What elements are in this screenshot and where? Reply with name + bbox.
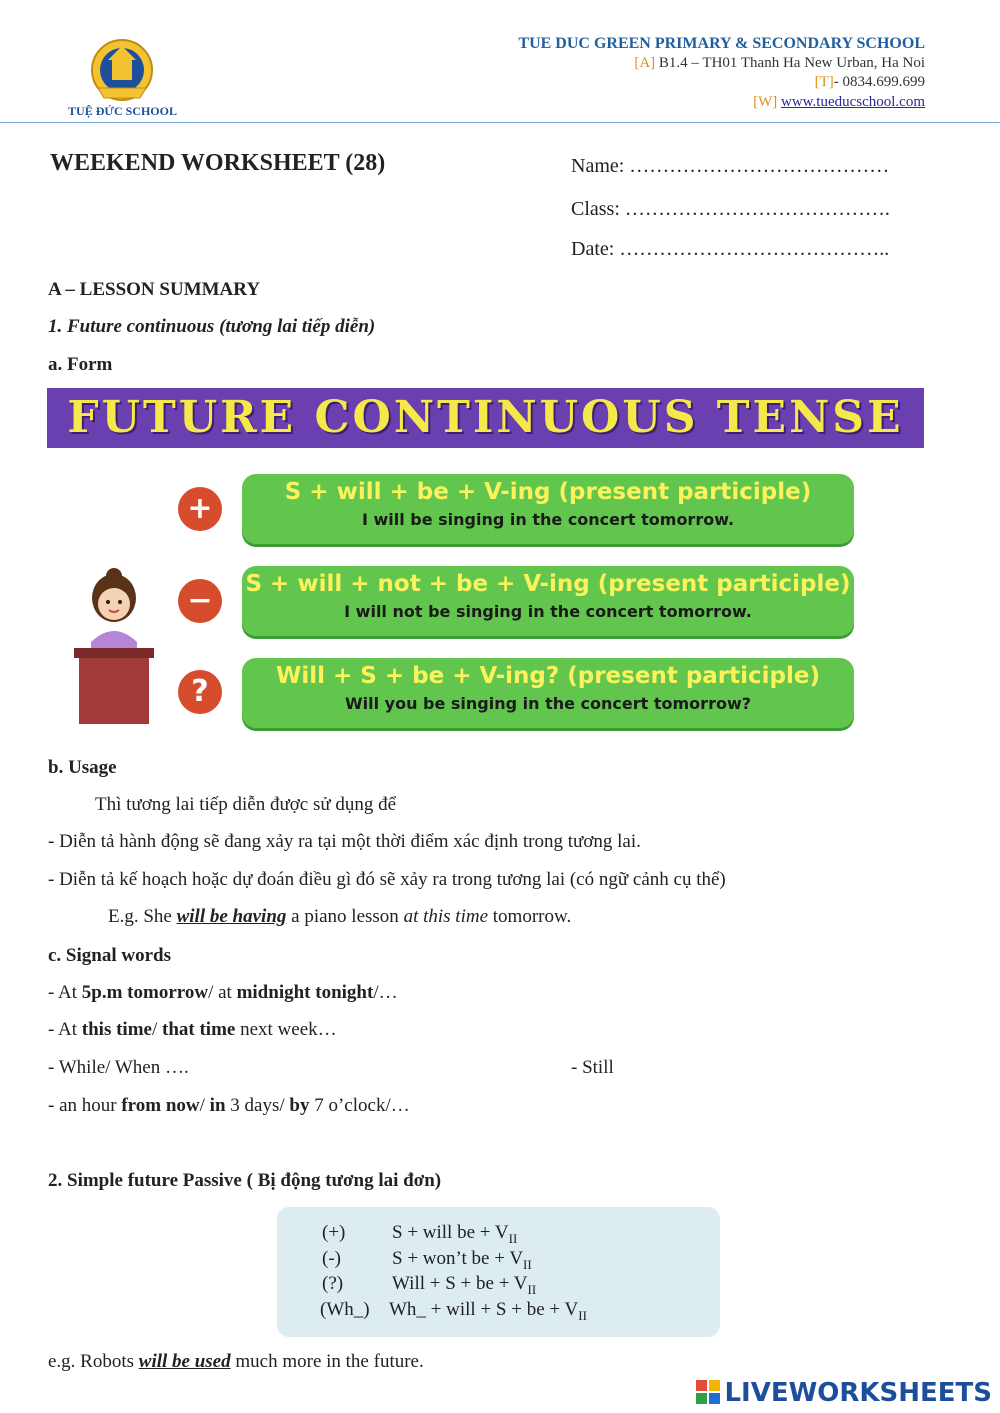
passive-example-verb: will be used bbox=[138, 1351, 231, 1372]
usage-point-2: - Diễn tả kế hoạch hoặc dự đoán điều gì đó sẽ xảy ra trong tương lai (có ngữ cảnh cụ thể) bbox=[48, 869, 726, 890]
passive-formula-text: S + won’t be + V bbox=[392, 1248, 524, 1269]
signal-text: 3 days/ bbox=[225, 1095, 290, 1116]
negative-example: I will not be singing in the concert tomorrow. bbox=[344, 602, 752, 621]
passive-subscript: II bbox=[508, 1230, 518, 1246]
passive-example-suffix: much more in the future. bbox=[230, 1351, 424, 1372]
header-divider bbox=[0, 122, 1000, 123]
positive-sign-icon: + bbox=[178, 487, 222, 531]
signal-text: 7 o’clock/… bbox=[309, 1095, 410, 1116]
topic-2-heading: 2. Simple future Passive ( Bị động tương lai đơn) bbox=[48, 1170, 442, 1191]
school-header bbox=[518, 34, 925, 112]
form-heading: a. Form bbox=[48, 354, 113, 375]
school-phone: - 0834.699.699 bbox=[833, 74, 925, 90]
signal-text: / bbox=[151, 1019, 162, 1040]
address-label: [A] bbox=[634, 54, 656, 71]
signal-text: next week… bbox=[235, 1019, 337, 1040]
signal-text: / at bbox=[208, 982, 237, 1003]
phone-label: [T] bbox=[814, 74, 834, 90]
example-mid: a piano lesson bbox=[286, 906, 404, 927]
topic-1-heading: 1. Future continuous (tương lai tiếp diễn) bbox=[48, 316, 376, 337]
passive-sign: (-) bbox=[322, 1248, 341, 1269]
usage-point-1: - Diễn tả hành động sẽ đang xảy ra tại một thời điểm xác định trong tương lai. bbox=[48, 831, 641, 852]
example-suffix: tomorrow. bbox=[488, 906, 572, 927]
future-continuous-infographic bbox=[47, 388, 924, 740]
signal-keyword: by bbox=[289, 1095, 310, 1116]
passive-formula-text: Will + S + be + V bbox=[392, 1273, 528, 1294]
teacher-illustration-icon bbox=[69, 568, 159, 728]
school-address: B1.4 – TH01 Thanh Ha New Urban, Ha Noi bbox=[658, 54, 925, 71]
passive-formula bbox=[389, 1299, 587, 1324]
school-logo bbox=[60, 36, 185, 126]
web-label: [W] bbox=[753, 93, 778, 110]
signal-line-2 bbox=[48, 1019, 337, 1041]
positive-form-card bbox=[242, 474, 854, 544]
signal-keyword: in bbox=[209, 1095, 226, 1116]
infographic-banner bbox=[47, 388, 924, 448]
passive-example-prefix: e.g. Robots bbox=[48, 1351, 139, 1372]
example-verb: will be having bbox=[176, 906, 287, 927]
liveworksheets-icon bbox=[696, 1380, 720, 1404]
passive-sign: (Wh_) bbox=[320, 1299, 370, 1320]
name-field[interactable]: Name: ………………………………… bbox=[571, 155, 890, 177]
passive-formula bbox=[392, 1222, 517, 1247]
date-field[interactable]: Date: ………………………………….. bbox=[571, 238, 890, 260]
usage-heading: b. Usage bbox=[48, 757, 117, 778]
liveworksheets-logo[interactable] bbox=[696, 1378, 992, 1408]
positive-example: I will be singing in the concert tomorrow. bbox=[361, 510, 735, 529]
signal-text: / bbox=[199, 1095, 210, 1116]
signal-keyword: 5p.m tomorrow bbox=[81, 982, 209, 1003]
signal-line-3: - While/ When …. bbox=[48, 1057, 189, 1078]
school-name: TUE DUC GREEN PRIMARY & SECONDARY SCHOOL bbox=[518, 35, 925, 52]
class-field[interactable]: Class: …………………………………. bbox=[571, 198, 890, 220]
banner-title: FUTURE CONTINUOUS TENSE bbox=[67, 392, 904, 443]
signal-text: - At bbox=[48, 1019, 82, 1040]
negative-formula: S + will + not + be + V-ing (present participle) bbox=[245, 571, 851, 597]
worksheet-title: WEEKEND WORKSHEET (28) bbox=[50, 150, 386, 176]
passive-formula-text: Wh_ + will + S + be + V bbox=[389, 1299, 579, 1320]
signal-keyword: from now bbox=[121, 1095, 200, 1116]
passive-formula bbox=[392, 1248, 532, 1273]
example-prefix: E.g. She bbox=[108, 906, 177, 927]
negative-form-card bbox=[242, 566, 854, 636]
signal-keyword: that time bbox=[162, 1019, 236, 1040]
question-formula: Will + S + be + V-ing? (present participle) bbox=[275, 663, 820, 689]
signal-line-4 bbox=[48, 1095, 410, 1117]
question-form-card bbox=[242, 658, 854, 728]
passive-formula bbox=[392, 1273, 536, 1298]
signal-text: /… bbox=[373, 982, 398, 1003]
passive-sign: (+) bbox=[322, 1222, 346, 1243]
passive-subscript: II bbox=[523, 1256, 532, 1272]
signal-keyword: this time bbox=[81, 1019, 152, 1040]
school-website-link[interactable]: www.tueducschool.com bbox=[781, 93, 925, 110]
passive-subscript: II bbox=[527, 1281, 537, 1297]
signal-line-1 bbox=[48, 982, 398, 1004]
question-sign-icon: ? bbox=[178, 670, 222, 714]
usage-intro: Thì tương lai tiếp diễn được sử dụng để bbox=[95, 794, 397, 815]
passive-formula-box bbox=[277, 1207, 720, 1337]
passive-sign: (?) bbox=[322, 1273, 344, 1294]
passive-example bbox=[48, 1351, 424, 1373]
signal-text: - At bbox=[48, 982, 82, 1003]
question-example: Will you be singing in the concert tomorrow? bbox=[344, 694, 752, 713]
signal-text: - an hour bbox=[48, 1095, 122, 1116]
example-time-phrase: at this time bbox=[403, 906, 489, 927]
logo-text: TUỆ ĐỨC SCHOOL bbox=[68, 104, 177, 118]
signal-words-heading: c. Signal words bbox=[48, 945, 171, 966]
negative-sign-icon: − bbox=[178, 579, 222, 623]
section-a-heading: A – LESSON SUMMARY bbox=[48, 279, 261, 300]
passive-subscript: II bbox=[578, 1307, 587, 1323]
signal-keyword: midnight tonight bbox=[236, 982, 374, 1003]
passive-formula-text: S + will be + V bbox=[392, 1222, 509, 1243]
liveworksheets-brand: LIVEWORKSHEETS bbox=[724, 1378, 992, 1408]
signal-line-3-right: - Still bbox=[571, 1057, 614, 1078]
usage-example bbox=[108, 906, 571, 928]
positive-formula: S + will + be + V-ing (present participle) bbox=[284, 479, 812, 505]
